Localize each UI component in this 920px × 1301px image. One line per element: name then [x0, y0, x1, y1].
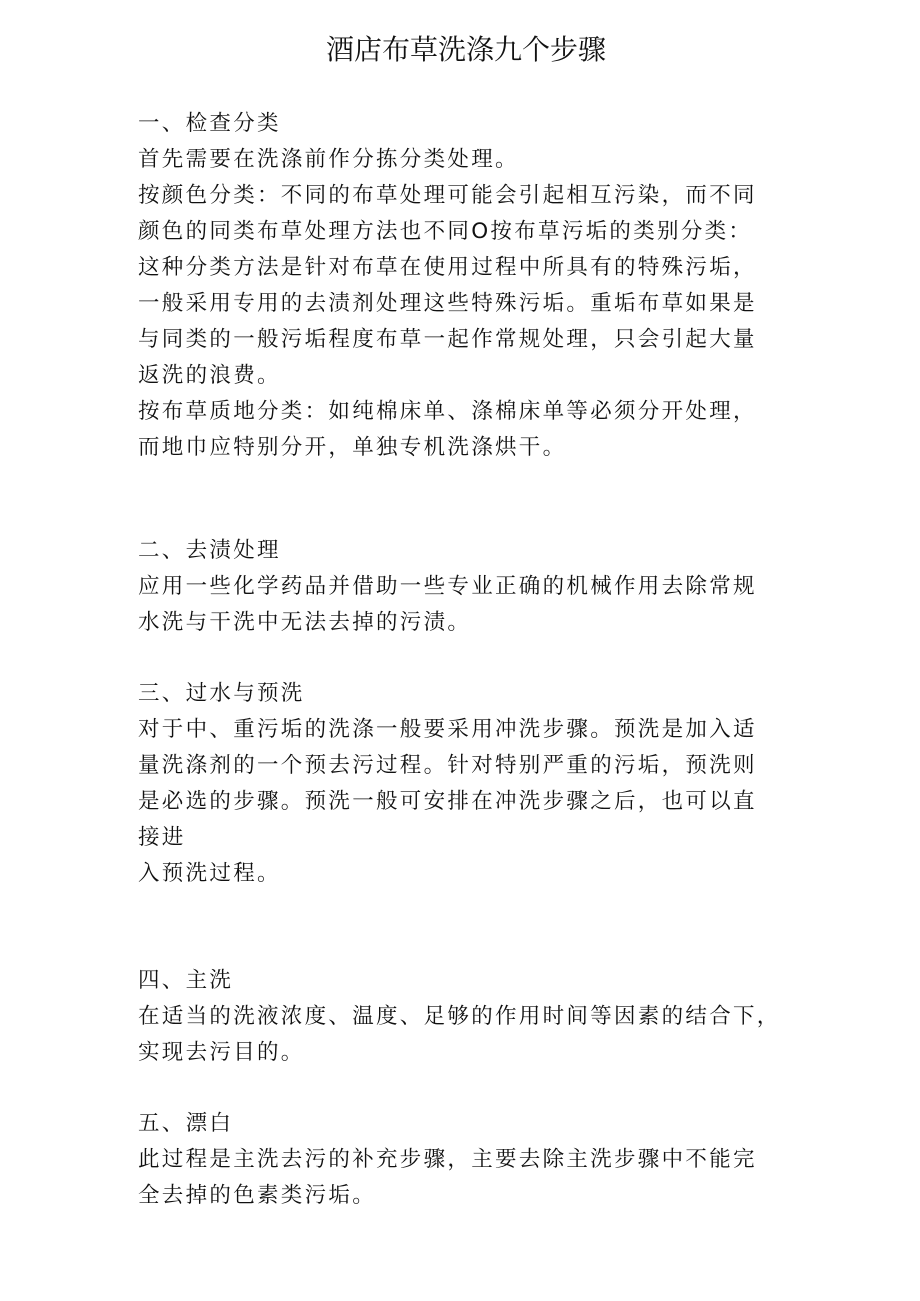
paragraph-line: 入预洗过程。: [138, 861, 281, 886]
section-heading: 五、漂白: [138, 1111, 234, 1136]
paragraph-line: 按颜色分类：不同的布草处理可能会引起相互污染，而不同: [138, 183, 757, 208]
paragraph-line: 颜色的同类布草处理方法也不同O按布草污垢的类别分类：: [138, 219, 753, 244]
section-heading: 一、检查分类: [138, 111, 281, 136]
paragraph-line: 而地巾应特别分开，单独专机洗涤烘干。: [138, 435, 567, 460]
paragraph-line: 按布草质地分类：如纯棉床单、涤棉床单等必须分开处理，: [138, 399, 757, 424]
paragraph-line: 量洗涤剂的一个预去污过程。针对特别严重的污垢，预洗则: [138, 753, 757, 778]
paragraph-line: 水洗与干洗中无法去掉的污渍。: [138, 610, 472, 635]
paragraph-line: 在适当的洗液浓度、温度、足够的作用时间等因素的结合下，: [138, 1004, 781, 1029]
section-heading: 三、过水与预洗: [138, 681, 305, 706]
section-bleaching: [138, 1106, 788, 1214]
paragraph-line: 返洗的浪费。: [138, 363, 281, 388]
section-rinse-prewash: [138, 676, 788, 892]
paragraph-line: 对于中、重污垢的洗涤一般要采用冲洗步骤。预洗是加入适: [138, 717, 757, 742]
section-inspection-sorting: [138, 106, 788, 466]
paragraph-line: 这种分类方法是针对布草在使用过程中所具有的特殊污垢，: [138, 255, 757, 280]
paragraph-line: 此过程是主洗去污的补充步骤，主要去除主洗步骤中不能完: [138, 1147, 757, 1172]
paragraph-line: 全去掉的色素类污垢。: [138, 1183, 377, 1208]
paragraph-line: 与同类的一般污垢程度布草一起作常规处理，只会引起大量: [138, 327, 757, 352]
paragraph-line: 首先需要在洗涤前作分拣分类处理。: [138, 147, 519, 172]
section-main-wash: [138, 963, 788, 1071]
paragraph-line: 应用一些化学药品并借助一些专业正确的机械作用去除常规: [138, 574, 757, 599]
paragraph-line: 是必选的步骤。预洗一般可安排在冲洗步骤之后，也可以直: [138, 789, 757, 814]
document-title: 酒店布草洗涤九个步骤: [325, 33, 606, 66]
paragraph-line: 接进: [138, 825, 186, 850]
paragraph-line: 一般采用专用的去渍剂处理这些特殊污垢。重垢布草如果是: [138, 291, 757, 316]
section-heading: 二、去渍处理: [138, 538, 281, 563]
section-heading: 四、主洗: [138, 968, 234, 993]
section-stain-removal: [138, 533, 788, 641]
paragraph-line: 实现去污目的。: [138, 1040, 305, 1065]
